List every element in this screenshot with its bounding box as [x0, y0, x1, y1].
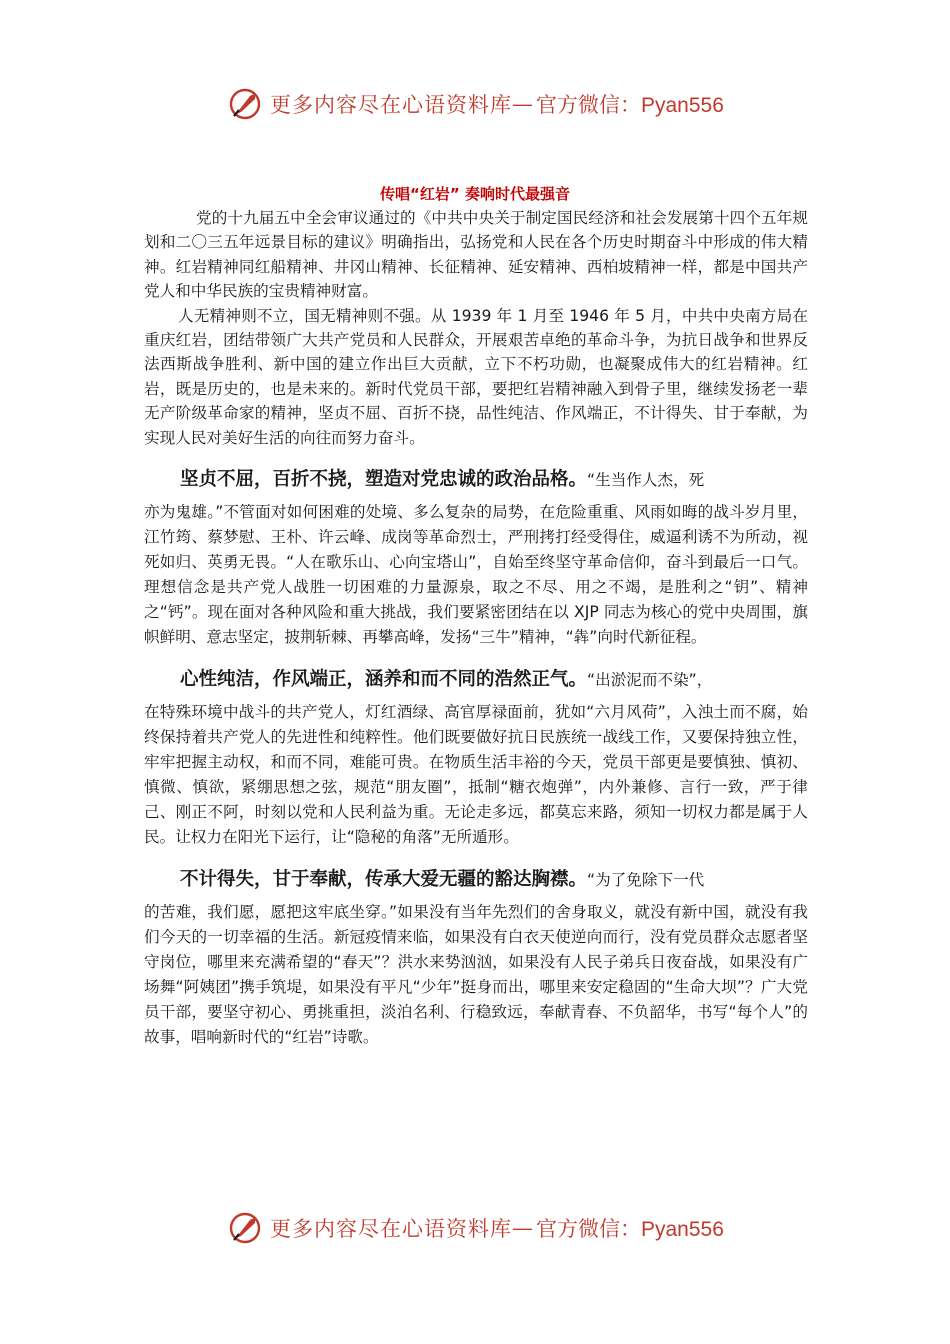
article-title: 传唱“红岩” 奏响时代最强音: [380, 185, 570, 203]
section-3: [144, 860, 808, 1050]
section-3-quote-start: “为了免除下一代: [587, 871, 705, 890]
section-3-body: 的苦难，我们愿，愿把这牢底坐穿。”如果没有当年先烈们的舍身取义，就没有新中国，就没有我们今天的一切幸福的生活。新冠疫情来临，如果没有白衣天使逆向而行，没有党员群众志愿者坚守岗位，哪里来充满希望的“春天”？洪水来势汹汹，如果没有人民子弟兵日夜奋战，如果没有广场舞“阿姨团”携手筑堤，如果没有平凡“少年”挺身而出，哪里来安定稳固的“生命大坝”？广大党员干部，要坚守初心、勇挑重担，淡泊名利、行稳致远，奉献青春、不负韶华，书写“每个人”的故事，唱响新时代的“红岩”诗歌。: [144, 903, 808, 1047]
banner-text: 更多内容尽在心语资料库: [270, 1217, 512, 1241]
header-banner: [228, 84, 724, 124]
section-2: [144, 660, 808, 850]
section-1-first-line: [144, 460, 808, 500]
banner-separator: —: [512, 1216, 534, 1240]
section-2-quote-start: “出淤泥而不染”，: [587, 671, 713, 690]
quill-logo-icon: [228, 1211, 262, 1245]
quill-logo-icon: [228, 87, 262, 121]
intro-paragraph-2: 人无精神则不立，国无精神则不强。从 1939 年 1 月至 1946 年 5 月，中共中央南方局在重庆红岩，团结带领广大共产党员和人民群众，开展艰苦卓绝的革命斗争，为抗日战争和世界反法西斯战争胜利、新中国的建立作出巨大贡献，立下不朽功勋，也凝聚成伟大的红岩精神。红岩，既是历史的，也是未来的。新时代党员干部，要把红岩精神融入到骨子里，继续发扬老一辈无产阶级革命家的精神，坚贞不屈、百折不挠，品性纯洁、作风端正，不计得失、甘于奉献，为实现人民对美好生活的向往而努力奋斗。: [144, 306, 808, 447]
banner-separator: —: [512, 92, 534, 116]
section-1: [144, 460, 808, 650]
section-3-first-line: [144, 860, 808, 900]
intro-paragraph-1: 党的十九届五中全会审议通过的《中共中央关于制定国民经济和社会发展第十四个五年规划和二〇三五年远景目标的建议》明确指出，弘扬党和人民在各个历史时期奋斗中形成的伟大精神。红岩精神同红船精神、井冈山精神、长征精神、延安精神、西柏坡精神一样，都是中国共产党人和中华民族的宝贵精神财富。: [144, 209, 808, 301]
section-1-heading: 坚贞不屈，百折不挠，塑造对党忠诚的政治品格。: [180, 469, 588, 491]
banner-text: 更多内容尽在心语资料库: [270, 93, 512, 117]
section-1-body: 亦为鬼雄。”不管面对如何困难的处境、多么复杂的局势，在危险重重、风雨如晦的战斗岁月里，江竹筠、蔡梦慰、王朴、许云峰、成岗等革命烈士，严刑拷打经受得住，威逼利诱不为所动，视死如归、英勇无畏。“人在歌乐山、心向宝塔山”，自始至终坚守革命信仰，奋斗到最后一口气。理想信念是共产党人战胜一切困难的力量源泉，取之不尽、用之不竭，是胜利之“钥”、精神之“钙”。现在面对各种风险和重大挑战，我们要紧密团结在以 XJP 同志为核心的党中央周围，旗帜鲜明、意志坚定，披荆斩棘、再攀高峰，发扬“三牛”精神，“犇”向时代新征程。: [144, 503, 808, 647]
section-3-heading: 不计得失，甘于奉献，传承大爱无疆的豁达胸襟。: [180, 869, 588, 891]
section-2-body: 在特殊环境中战斗的共产党人，灯红酒绿、高官厚禄面前，犹如“六月风荷”，入浊土而不腐，始终保持着共产党人的先进性和纯粹性。他们既要做好抗日民族统一战线工作，又要保持独立性，牢牢把握主动权，和而不同，难能可贵。在物质生活丰裕的今天，党员干部更是要慎独、慎初、慎微、慎欲，紧绷思想之弦，规范“朋友圈”，抵制“糖衣炮弹”，内外兼修、言行一致，严于律己、刚正不阿，时刻以党和人民利益为重。无论走多远，都莫忘来路，须知一切权力都是属于人民。让权力在阳光下运行，让“隐秘的角落”无所遁形。: [144, 703, 808, 847]
banner-wechat: 官方微信：Pyan556: [536, 1218, 724, 1241]
section-1-quote-start: “生当作人杰，死: [587, 471, 705, 490]
article-body: [144, 206, 808, 1050]
footer-banner: [228, 1208, 724, 1248]
banner-wechat: 官方微信：Pyan556: [536, 94, 724, 117]
section-2-heading: 心性纯洁，作风端正，涵养和而不同的浩然正气。: [180, 669, 588, 691]
section-2-first-line: [144, 660, 808, 700]
